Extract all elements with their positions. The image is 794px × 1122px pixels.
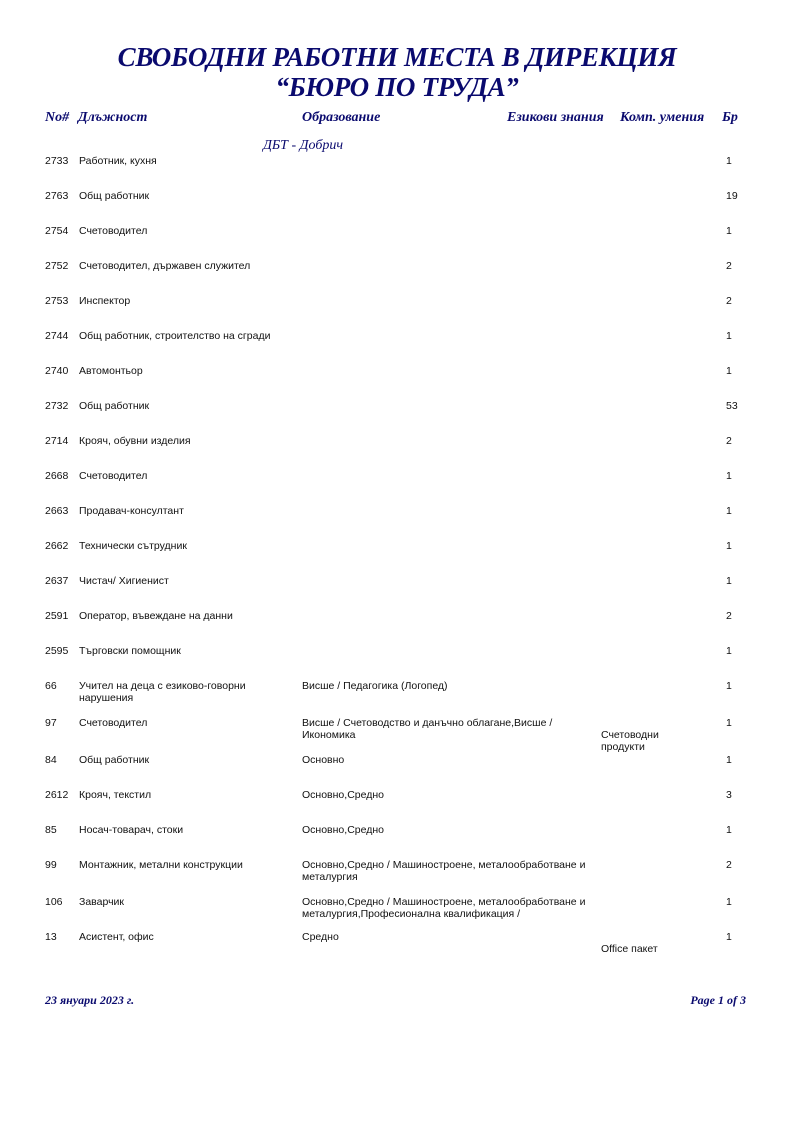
cell-education: Висше / Педагогика (Логопед) bbox=[302, 680, 448, 692]
cell-position: Счетоводител, държавен служител bbox=[79, 260, 251, 272]
cell-no: 2591 bbox=[45, 610, 69, 622]
cell-no: 2744 bbox=[45, 330, 69, 342]
cell-no: 2732 bbox=[45, 400, 69, 412]
column-header-count: Бр bbox=[722, 110, 738, 125]
cell-count: 1 bbox=[726, 754, 732, 766]
cell-position: Асистент, офис bbox=[79, 931, 154, 943]
column-header-position: Длъжност bbox=[78, 110, 148, 125]
cell-count: 1 bbox=[726, 540, 732, 552]
cell-count: 2 bbox=[726, 260, 732, 272]
cell-position: Общ работник bbox=[79, 190, 150, 202]
cell-no: 66 bbox=[45, 680, 57, 692]
cell-position: Общ работник bbox=[79, 400, 150, 412]
cell-no: 97 bbox=[45, 717, 57, 729]
cell-position: Работник, кухня bbox=[79, 155, 157, 167]
footer-page-number: Page 1 of 3 bbox=[690, 993, 746, 1007]
cell-position: Крояч, обувни изделия bbox=[79, 435, 191, 447]
cell-education: Основно,Средно / Машиностроене, металообработване и металургия bbox=[302, 859, 586, 883]
cell-no: 2663 bbox=[45, 505, 69, 517]
cell-no: 84 bbox=[45, 754, 57, 766]
cell-position: Продавач-консултант bbox=[79, 505, 184, 517]
cell-count: 1 bbox=[726, 470, 732, 482]
group-label: ДБТ - Добрич bbox=[263, 138, 344, 153]
cell-no: 2612 bbox=[45, 789, 69, 801]
cell-position: Чистач/ Хигиенист bbox=[79, 575, 169, 587]
cell-education: Основно,Средно bbox=[302, 789, 384, 801]
cell-count: 2 bbox=[726, 859, 732, 871]
cell-count: 1 bbox=[726, 824, 732, 836]
cell-count: 3 bbox=[726, 789, 732, 801]
cell-count: 1 bbox=[726, 330, 732, 342]
cell-count: 1 bbox=[726, 225, 732, 237]
cell-count: 19 bbox=[726, 190, 738, 202]
cell-no: 2662 bbox=[45, 540, 69, 552]
cell-position: Монтажник, метални конструкции bbox=[79, 859, 243, 871]
cell-education: Средно bbox=[302, 931, 339, 943]
cell-no: 2595 bbox=[45, 645, 69, 657]
page-title-line-2: “БЮРО ПО ТРУДА” bbox=[275, 72, 519, 102]
cell-no: 2763 bbox=[45, 190, 69, 202]
cell-position: Инспектор bbox=[79, 295, 131, 307]
cell-count: 1 bbox=[726, 365, 732, 377]
cell-computer-skills: Office пакет bbox=[601, 943, 658, 955]
cell-count: 53 bbox=[726, 400, 738, 412]
cell-no: 2754 bbox=[45, 225, 69, 237]
cell-position: Крояч, текстил bbox=[79, 789, 152, 801]
cell-no: 2753 bbox=[45, 295, 69, 307]
cell-no: 106 bbox=[45, 896, 63, 908]
cell-no: 2740 bbox=[45, 365, 69, 377]
page-title-line-1: СВОБОДНИ РАБОТНИ МЕСТА В ДИРЕКЦИЯ bbox=[117, 42, 677, 72]
cell-no: 85 bbox=[45, 824, 57, 836]
cell-position: Счетоводител bbox=[79, 225, 148, 237]
cell-position: Общ работник bbox=[79, 754, 150, 766]
cell-position: Технически сътрудник bbox=[79, 540, 187, 552]
cell-position: Учител на деца с езиково-говорни нарушения bbox=[79, 680, 246, 704]
cell-count: 2 bbox=[726, 295, 732, 307]
cell-position: Оператор, въвеждане на данни bbox=[79, 610, 233, 622]
cell-no: 2733 bbox=[45, 155, 69, 167]
footer-date: 23 януари 2023 г. bbox=[45, 993, 135, 1007]
cell-count: 1 bbox=[726, 680, 732, 692]
cell-position: Автомонтьор bbox=[79, 365, 143, 377]
cell-count: 1 bbox=[726, 645, 732, 657]
cell-count: 2 bbox=[726, 610, 732, 622]
cell-education: Висше / Счетоводство и данъчно облагане,Висше / Икономика bbox=[302, 717, 553, 741]
cell-no: 2637 bbox=[45, 575, 69, 587]
cell-education: Основно,Средно bbox=[302, 824, 384, 836]
column-header-education: Образование bbox=[302, 110, 381, 125]
cell-count: 1 bbox=[726, 896, 732, 908]
cell-count: 1 bbox=[726, 505, 732, 517]
cell-no: 2668 bbox=[45, 470, 69, 482]
cell-no: 99 bbox=[45, 859, 57, 871]
cell-position: Търговски помощник bbox=[79, 645, 181, 657]
cell-position: Общ работник, строителство на сгради bbox=[79, 330, 271, 342]
column-header-languages: Езикови знания bbox=[507, 110, 604, 125]
cell-count: 1 bbox=[726, 155, 732, 167]
cell-position: Заварчик bbox=[79, 896, 125, 908]
cell-count: 1 bbox=[726, 717, 732, 729]
cell-count: 2 bbox=[726, 435, 732, 447]
cell-count: 1 bbox=[726, 931, 732, 943]
column-header-no: No# bbox=[45, 110, 70, 125]
cell-position: Счетоводител bbox=[79, 717, 148, 729]
cell-no: 13 bbox=[45, 931, 57, 943]
cell-count: 1 bbox=[726, 575, 732, 587]
column-header-computer-skills: Комп. умения bbox=[620, 110, 705, 125]
cell-education: Основно bbox=[302, 754, 345, 766]
cell-position: Носач-товарач, стоки bbox=[79, 824, 184, 836]
cell-education: Основно,Средно / Машиностроене, металообработване и металургия,Професионална квалификация / bbox=[302, 896, 586, 920]
cell-computer-skills: Счетоводни продукти bbox=[601, 729, 659, 753]
cell-no: 2714 bbox=[45, 435, 69, 447]
cell-no: 2752 bbox=[45, 260, 69, 272]
cell-position: Счетоводител bbox=[79, 470, 148, 482]
